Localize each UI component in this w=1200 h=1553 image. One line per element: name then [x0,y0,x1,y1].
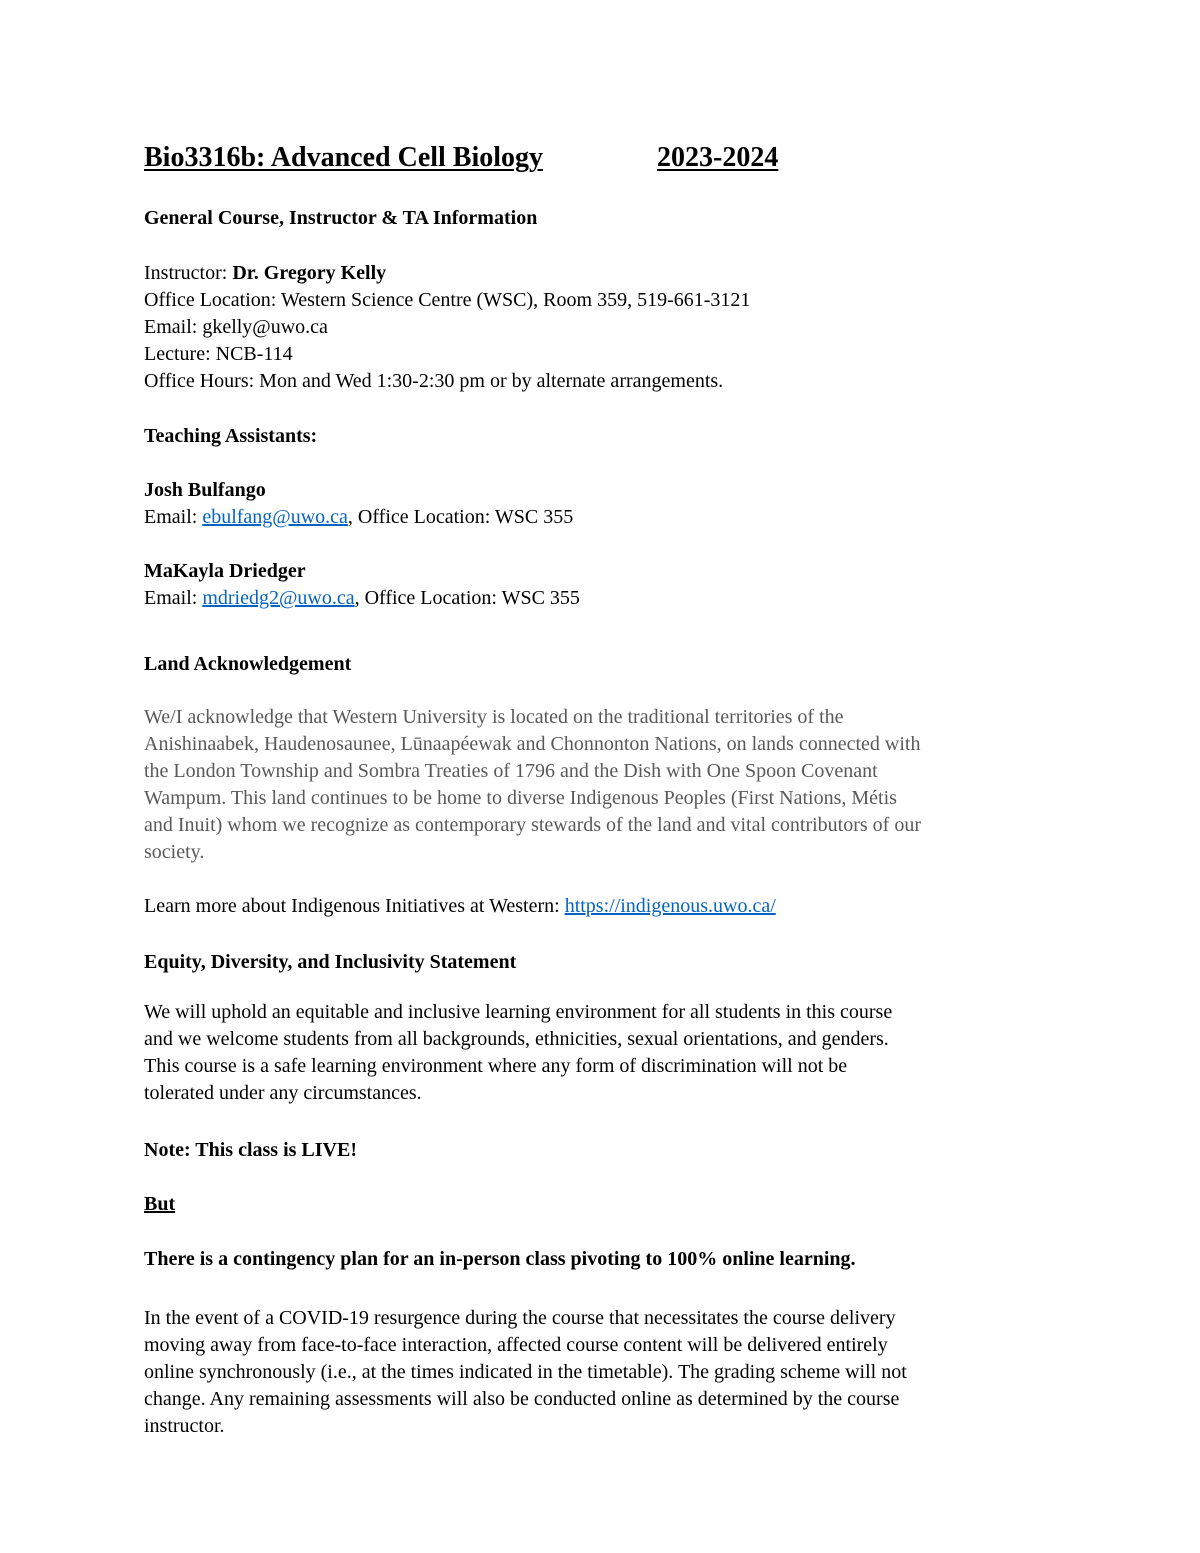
paragraph-line: online synchronously (i.e., at the times indicated in the timetable). The grading scheme will not [144,1361,907,1383]
paragraph-line: change. Any remaining assessments will also be conducted online as determined by the course [144,1388,900,1410]
instructor-line [144,260,750,287]
paragraph-line: Wampum. This land continues to be home to diverse Indigenous Peoples (First Nations, Métis [144,787,897,809]
page-title [144,142,778,174]
indigenous-link[interactable]: https://indigenous.uwo.ca/ [564,895,776,917]
general-info-heading: General Course, Instructor & TA Information [144,207,538,229]
paragraph-line: society. [144,841,205,863]
instructor-office: Office Location: Western Science Centre (WSC), Room 359, 519-661-3121 [144,289,751,311]
ta-name: MaKayla Driedger [144,560,306,582]
ta-contact [144,585,580,612]
ta-office: , Office Location: WSC 355 [347,506,574,528]
teaching-assistants-heading: Teaching Assistants: [144,425,318,447]
paragraph-line: and we welcome students from all backgrounds, ethnicities, sexual orientations, and genders. [144,1028,889,1050]
equity-heading: Equity, Diversity, and Inclusivity Statement [144,951,517,973]
instructor-label: Instructor: [144,262,233,284]
paragraph-line: In the event of a COVID-19 resurgence during the course that necessitates the course delivery [144,1307,896,1329]
ta-email-label: Email: [144,506,203,528]
learn-more-line [144,893,776,920]
but-heading: But [144,1193,176,1215]
ta-entry [144,558,580,612]
learn-more-text: Learn more about Indigenous Initiatives at Western: [144,895,565,917]
academic-year: 2023-2024 [657,142,779,173]
office-hours: Office Hours: Mon and Wed 1:30-2:30 pm or by alternate arrangements. [144,370,724,392]
paragraph-line: instructor. [144,1415,225,1437]
equity-text [144,999,892,1107]
land-acknowledgement-heading: Land Acknowledgement [144,653,352,675]
lecture-location: Lecture: NCB-114 [144,343,293,365]
paragraph-line: and Inuit) whom we recognize as contemporary stewards of the land and vital contributors of our [144,814,921,836]
covid-text [144,1305,907,1440]
instructor-name: Dr. Gregory Kelly [232,262,387,284]
contingency-heading: There is a contingency plan for an in-person class pivoting to 100% online learning. [144,1248,856,1270]
paragraph-line: We will uphold an equitable and inclusive learning environment for all students in this course [144,1001,893,1023]
instructor-email: Email: gkelly@uwo.ca [144,316,328,338]
paragraph-line: tolerated under any circumstances. [144,1082,422,1104]
ta-name: Josh Bulfango [144,479,266,501]
ta-email-label: Email: [144,587,203,609]
instructor-block [144,260,750,395]
ta-email-link[interactable]: mdriedg2@uwo.ca [202,587,355,609]
ta-entry [144,477,573,531]
paragraph-line: Anishinaabek, Haudenosaunee, Lūnaapéewak and Chonnonton Nations, on lands connected with [144,733,921,755]
paragraph-line: the London Township and Sombra Treaties of 1796 and the Dish with One Spoon Covenant [144,760,878,782]
paragraph-line: This course is a safe learning environment where any form of discrimination will not be [144,1055,848,1077]
ta-office: , Office Location: WSC 355 [354,587,580,609]
ta-contact [144,504,573,531]
live-note: Note: This class is LIVE! [144,1139,357,1161]
land-acknowledgement-text [144,704,921,866]
paragraph-line: We/I acknowledge that Western University is located on the traditional territories of the [144,706,844,728]
ta-email-link[interactable]: ebulfang@uwo.ca [202,506,348,528]
course-title: Bio3316b: Advanced Cell Biology [144,142,544,173]
paragraph-line: moving away from face-to-face interaction, affected course content will be delivered entirely [144,1334,888,1356]
